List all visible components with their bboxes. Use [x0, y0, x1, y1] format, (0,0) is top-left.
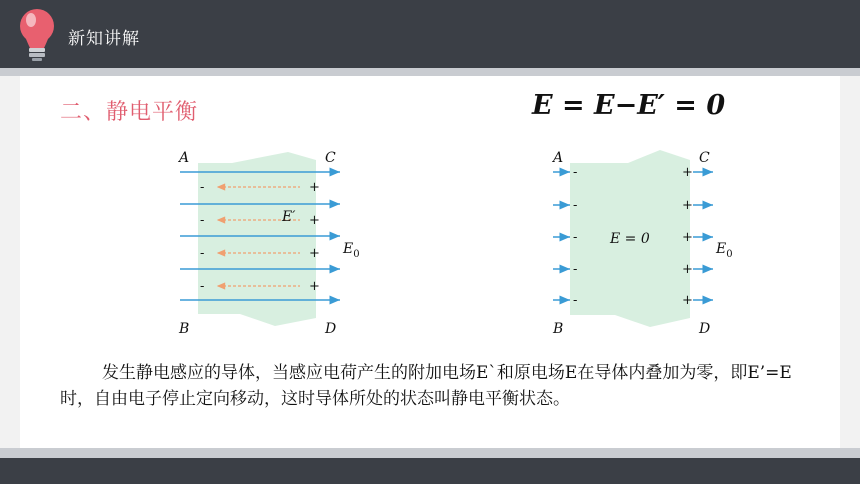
left-diagram — [177, 150, 360, 337]
equilibrium-formula: E = E−E′ = 0 — [532, 90, 726, 121]
definition-text: 发生静电感应的导体，当感应电荷产生的附加电场E`和原电场E在导体内叠加为零，即E’=E时，自由电子停止定向移动，这时导体所处的状态叫静电平衡状态。 — [60, 363, 792, 409]
right-plus-charge: + — [682, 198, 693, 213]
right-field-lines-right — [693, 172, 713, 300]
right-minus-charge: - — [573, 198, 578, 213]
left-plus-charge: + — [309, 279, 320, 294]
right-plus-charge: + — [682, 165, 693, 180]
footer-bar — [0, 458, 860, 484]
left-plus-charge: + — [309, 180, 320, 195]
corner-label-c: C — [325, 150, 336, 166]
definition-paragraph — [60, 360, 795, 412]
right-plus-charge: + — [682, 230, 693, 245]
right-diagram — [551, 150, 733, 337]
left-minus-charge: - — [200, 213, 205, 228]
left-plus-charge: + — [309, 213, 320, 228]
corner-label-a: A — [553, 150, 564, 166]
zero-field-label: E = 0 — [610, 231, 650, 247]
corner-label-b: B — [553, 321, 564, 337]
corner-label-a: A — [179, 150, 190, 166]
right-minus-charge: - — [573, 165, 578, 180]
induced-field-label: E′ — [282, 209, 296, 225]
right-plus-charge: + — [682, 262, 693, 277]
corner-label-c: C — [699, 150, 710, 166]
left-minus-charge: - — [200, 279, 205, 294]
left-plus-charge: + — [309, 246, 320, 261]
right-field-lines-left — [553, 172, 570, 300]
right-minus-charge: - — [573, 262, 578, 277]
section-title: 二、静电平衡 — [60, 100, 199, 125]
footer-divider — [0, 448, 860, 458]
right-minus-charge: - — [573, 293, 578, 308]
corner-label-d: D — [699, 321, 711, 337]
corner-label-d: D — [325, 321, 337, 337]
corner-label-b: B — [179, 321, 190, 337]
left-minus-charge: - — [200, 180, 205, 195]
right-plus-charge: + — [682, 293, 693, 308]
header-title: 新知讲解 — [68, 29, 140, 49]
left-minus-charge: - — [200, 246, 205, 261]
right-minus-charge: - — [573, 230, 578, 245]
external-field-label: $E_0$ — [343, 241, 360, 260]
external-field-label: $E_0$ — [716, 241, 733, 260]
